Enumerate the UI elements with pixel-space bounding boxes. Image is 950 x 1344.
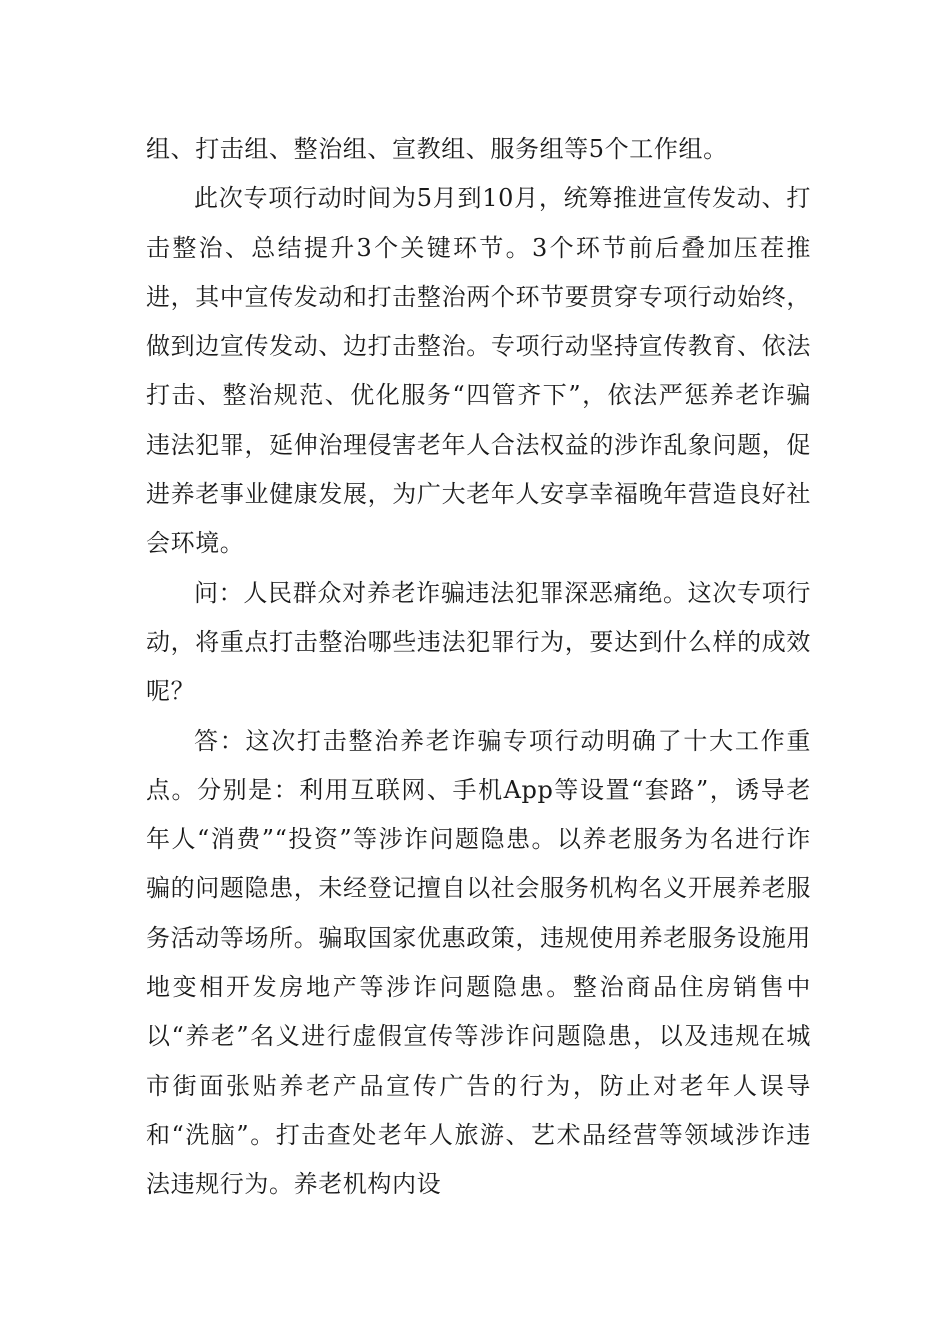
paragraph-continuation: 组、打击组、整治组、宣教组、服务组等5个工作组。 [146, 135, 728, 163]
paragraph-answer: 答：这次打击整治养老诈骗专项行动明确了十大工作重点。分别是：利用互联网、手机App等设置“套路”，诱导老年人“消费”“投资”等涉诈问题隐患。以养老服务为名进行诈骗的问题隐患，未经登记擅自以社会服务机构名义开展养老服务活动等场所。骗取国家优惠政策，违规使用养老服务设施用地变相开发房地产等涉诈问题隐患。整治商品住房销售中以“养老”名义进行虚假宣传等涉诈问题隐患，以及违规在城市街面张贴养老产品宣传广告的行为，防止对老年人误导和“洗脑”。打击查处老年人旅游、艺术品经营等领域涉诈违法违规行为。养老机构内设 [146, 726, 811, 1199]
document-body [146, 125, 811, 1210]
paragraph-question: 问：人民群众对养老诈骗违法犯罪深恶痛绝。这次专项行动，将重点打击整治哪些违法犯罪行为，要达到什么样的成效呢？ [146, 578, 811, 706]
paragraph-action-schedule: 此次专项行动时间为5月到10月，统筹推进宣传发动、打击整治、总结提升3个关键环节。3个环节前后叠加压茬推进，其中宣传发动和打击整治两个环节要贯穿专项行动始终，做到边宣传发动、边打击整治。专项行动坚持宣传教育、依法打击、整治规范、优化服务“四管齐下”，依法严惩养老诈骗违法犯罪，延伸治理侵害老年人合法权益的涉诈乱象问题，促进养老事业健康发展，为广大老年人安享幸福晚年营造良好社会环境。 [146, 184, 811, 558]
